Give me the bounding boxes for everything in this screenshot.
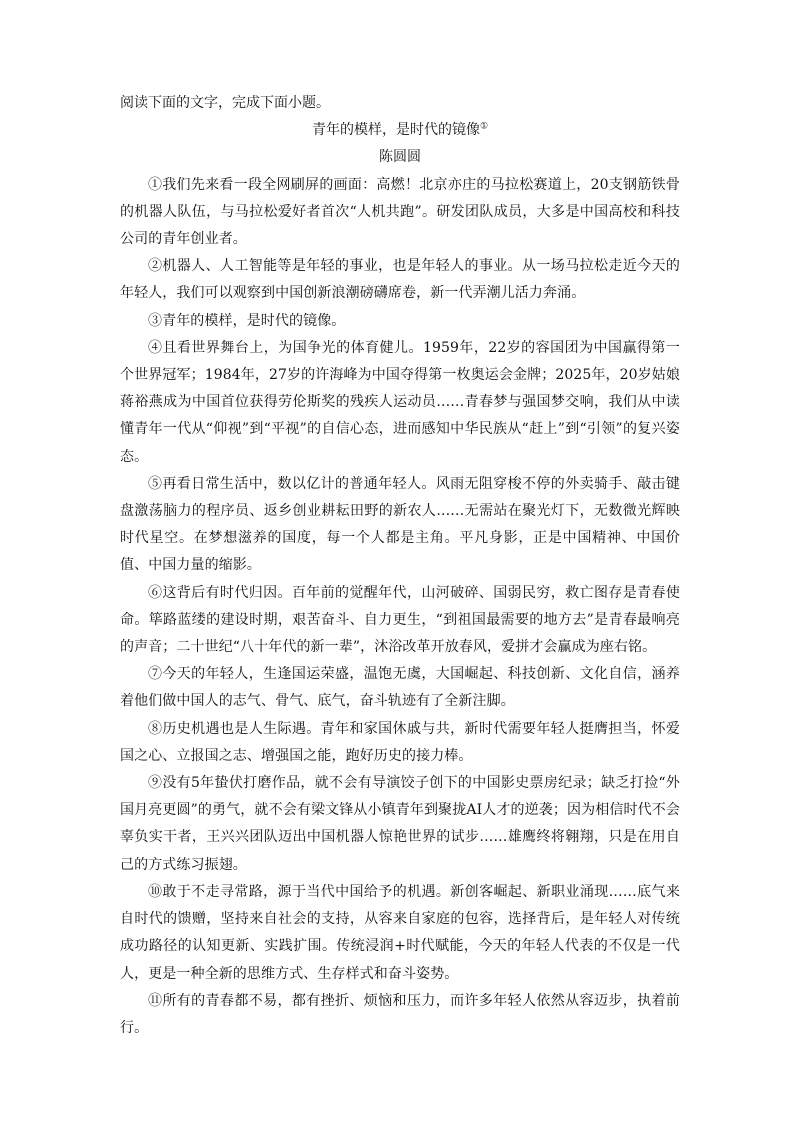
- document-page: [120, 90, 680, 1042]
- article-title: [120, 117, 680, 144]
- article-author: 陈圆圆: [379, 149, 421, 166]
- paragraph-1: ①我们先来看一段全网刷屏的画面：高燃！北京亦庄的马拉松赛道上，20支钢筋铁骨的机器人队伍，与马拉松爱好者首次“人机共跑”。研发团队成员，大多是中国高校和科技公司的青年创业者。: [120, 176, 680, 248]
- paragraph-6: ⑥这背后有时代归因。百年前的觉醒年代，山河破碎、国弱民穷，救亡图存是青春使命。筚路蓝缕的建设时期，艰苦奋斗、自力更生，“到祖国最需要的地方去”是青春最响亮的声音；二十世纪“八十年代的新一辈”，沐浴改革开放春风，爱拼才会赢成为座右铭。: [120, 584, 680, 656]
- title-footnote-mark: ①: [479, 121, 489, 132]
- paragraph-4: ④且看世界舞台上，为国争光的体育健儿。1959年，22岁的容国团为中国赢得第一个世界冠军；1984年，27岁的许海峰为中国夺得第一枚奥运会金牌；2025年，20岁姑娘蒋裕燕成为中国首位获得劳伦斯奖的残疾人运动员……青春梦与强国梦交响，我们从中读懂青年一代从“仰视”到“平视”的自信心态，进而感知中华民族从“赶上”到“引领”的复兴姿态。: [120, 339, 680, 465]
- paragraph-8: ⑧历史机遇也是人生际遇。青年和家国休戚与共，新时代需要年轻人挺膺担当，怀爱国之心、立报国之志、增强国之能，跑好历史的接力棒。: [120, 720, 680, 764]
- paragraph-7: ⑦今天的年轻人，生逢国运荣盛，温饱无虞，大国崛起、科技创新、文化自信，涵养着他们做中国人的志气、骨气、底气，奋斗轨迹有了全新注脚。: [120, 666, 680, 710]
- instruction-text: 阅读下面的文字，完成下面小题。: [120, 95, 330, 111]
- paragraph-2: ②机器人、人工智能等是年轻的事业，也是年轻人的事业。从一场马拉松走近今天的年轻人，我们可以观察到中国创新浪潮磅礴席卷，新一代弄潮儿活力奔涌。: [120, 258, 680, 302]
- paragraph-9: ⑨没有5年蛰伏打磨作品，就不会有导演饺子创下的中国影史票房纪录；缺乏打捡“外国月亮更圆”的勇气，就不会有梁文锋从小镇青年到聚拢AI人才的逆袭；因为相信时代不会辜负实干者，王兴兴团队迈出中国机器人惊艳世界的试步……雄鹰终将翱翔，只是在用自己的方式练习振翅。: [120, 775, 680, 873]
- article-title-text: 青年的模样，是时代的镜像: [311, 122, 480, 139]
- paragraph-3: ③青年的模样，是时代的镜像。: [148, 312, 346, 329]
- paragraph-11: ⑪所有的青春都不易，都有挫折、烦恼和压力，而许多年轻人依然从容迈步，执着前行。: [120, 992, 680, 1036]
- paragraph-10: ⑩敢于不走寻常路，源于当代中国给予的机遇。新创客崛起、新职业涌现……底气来自时代的馈赠，坚持来自社会的支持，从容来自家庭的包容，选择背后，是年轻人对传统成功路径的认知更新、实践扩围。传统浸润+时代赋能，今天的年轻人代表的不仅是一代人，更是一种全新的思维方式、生存样式和奋斗姿势。: [120, 883, 680, 982]
- paragraph-5: ⑤再看日常生活中，数以亿计的普通年轻人。风雨无阻穿梭不停的外卖骑手、敲击键盘激荡脑力的程序员、返乡创业耕耘田野的新农人……无需站在聚光灯下，无数微光辉映时代星空。在梦想滋养的国度，每一个人都是主角。平凡身影，正是中国精神、中国价值、中国力量的缩影。: [120, 475, 680, 574]
